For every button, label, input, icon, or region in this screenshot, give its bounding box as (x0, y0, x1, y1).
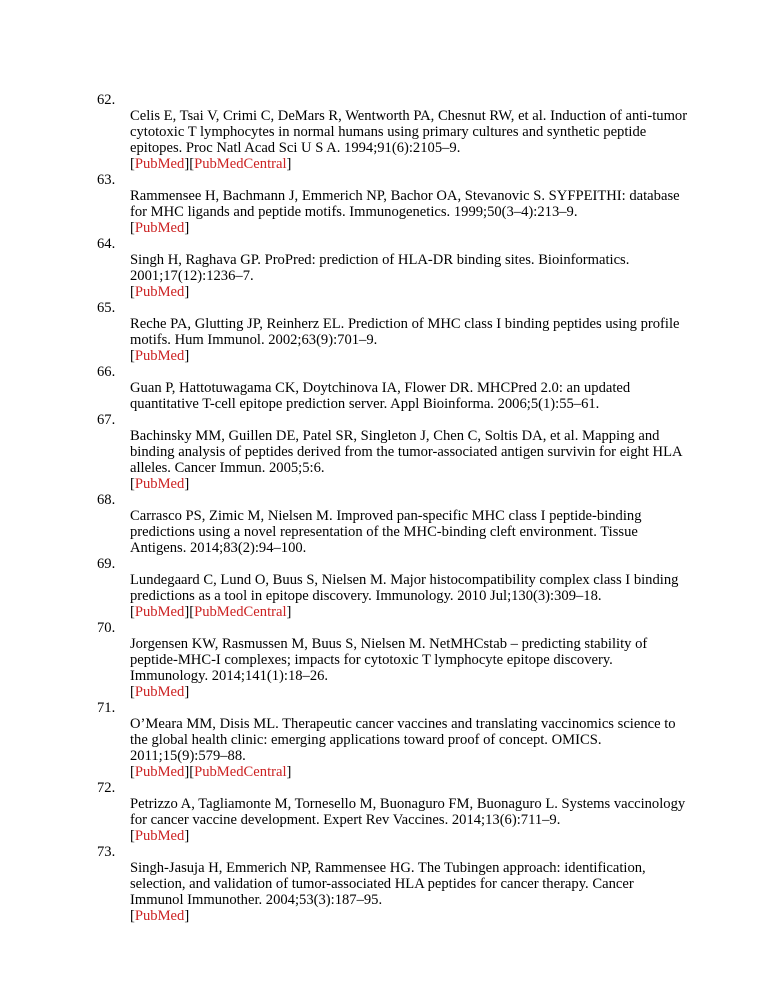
reference-body (130, 716, 690, 780)
reference-citation: Singh H, Raghava GP. ProPred: prediction of HLA-DR binding sites. Bioinformatics. 2001;17(12):1236–7. (130, 252, 630, 284)
reference-number: 68. (97, 492, 116, 508)
reference-item (0, 364, 772, 412)
link-bracket-open: [ (189, 604, 195, 620)
link-bracket-close: ] (184, 156, 190, 172)
reference-links (130, 908, 690, 924)
pubmed-link[interactable]: PubMed (134, 764, 185, 780)
link-bracket-open: [ (130, 284, 135, 300)
link-bracket-open: [ (130, 908, 135, 924)
pubmed-link[interactable]: PubMed (134, 684, 185, 700)
link-bracket-close: ] (184, 764, 190, 780)
reference-body (130, 380, 690, 412)
link-bracket-close: ] (184, 684, 190, 700)
reference-links (130, 348, 690, 364)
reference-citation: Rammensee H, Bachmann J, Emmerich NP, Bachor OA, Stevanovic S. SYFPEITHI: database for MHC ligands and peptide motifs. Immunogenetics. 1999;50(3–4):213–9. (130, 188, 680, 220)
reference-body (130, 252, 690, 300)
link-bracket-open: [ (130, 604, 135, 620)
reference-number: 70. (97, 620, 116, 636)
reference-number: 62. (97, 92, 116, 108)
pubmed-link[interactable]: PubMed (134, 476, 185, 492)
link-bracket-close: ] (286, 764, 292, 780)
reference-links (130, 764, 690, 780)
reference-number: 65. (97, 300, 116, 316)
link-bracket-close: ] (184, 284, 190, 300)
reference-body (130, 572, 690, 620)
link-bracket-close: ] (184, 348, 190, 364)
reference-item (0, 492, 772, 556)
reference-links (130, 604, 690, 620)
reference-links (130, 828, 690, 844)
reference-citation: Petrizzo A, Tagliamonte M, Tornesello M, Buonaguro FM, Buonaguro L. Systems vaccinology for cancer vaccine development. Expert Rev Vaccines. 2014;13(6):711–9. (130, 796, 686, 828)
reference-item (0, 412, 772, 492)
reference-body (130, 108, 690, 172)
pubmedcentral-link[interactable]: PubMedCentral (194, 764, 287, 780)
pubmed-link[interactable]: PubMed (134, 604, 185, 620)
reference-number: 73. (97, 844, 116, 860)
reference-number: 71. (97, 700, 116, 716)
reference-item (0, 780, 772, 844)
reference-links (130, 156, 690, 172)
reference-number: 69. (97, 556, 116, 572)
reference-citation: Carrasco PS, Zimic M, Nielsen M. Improved pan-specific MHC class I peptide-binding predictions using a novel representation of the MHC-binding cleft environment. Tissue Antigens. 2014;83(2):94–100. (130, 508, 642, 556)
link-bracket-close: ] (184, 476, 190, 492)
reference-item (0, 300, 772, 364)
pubmed-link[interactable]: PubMed (134, 348, 185, 364)
link-bracket-open: [ (130, 348, 135, 364)
pubmed-link[interactable]: PubMed (134, 828, 185, 844)
reference-number: 63. (97, 172, 116, 188)
link-bracket-open: [ (130, 220, 135, 236)
reference-links (130, 476, 690, 492)
reference-body (130, 316, 690, 364)
pubmedcentral-link[interactable]: PubMedCentral (194, 604, 287, 620)
reference-links (130, 284, 690, 300)
link-bracket-open: [ (189, 156, 195, 172)
reference-body (130, 428, 690, 492)
link-bracket-open: [ (130, 476, 135, 492)
reference-links (130, 220, 690, 236)
reference-number: 72. (97, 780, 116, 796)
reference-body (130, 796, 690, 844)
link-bracket-close: ] (184, 220, 190, 236)
link-bracket-open: [ (130, 764, 135, 780)
reference-citation: Singh-Jasuja H, Emmerich NP, Rammensee HG. The Tubingen approach: identification, selection, and validation of tumor-associated HLA peptides for cancer therapy. Cancer Immunol Immunother. 2004;53(3):187–95. (130, 860, 646, 908)
reference-citation: Lundegaard C, Lund O, Buus S, Nielsen M. Major histocompatibility complex class I binding predictions as a tool in epitope discovery. Immunology. 2010 Jul;130(3):309–18. (130, 572, 679, 604)
link-bracket-open: [ (130, 156, 135, 172)
reference-list (0, 92, 772, 924)
reference-number: 67. (97, 412, 116, 428)
link-bracket-close: ] (184, 828, 190, 844)
reference-item (0, 700, 772, 780)
link-bracket-open: [ (189, 764, 195, 780)
reference-item (0, 92, 772, 172)
pubmedcentral-link[interactable]: PubMedCentral (194, 156, 287, 172)
reference-citation: Bachinsky MM, Guillen DE, Patel SR, Singleton J, Chen C, Soltis DA, et al. Mapping and binding analysis of peptides derived from the tumor-associated antigen survivin for eight HLA alleles. Cancer Immun. 2005;5:6. (130, 428, 682, 476)
link-bracket-close: ] (184, 908, 190, 924)
reference-body (130, 508, 690, 556)
reference-citation: Jorgensen KW, Rasmussen M, Buus S, Nielsen M. NetMHCstab – predicting stability of peptide-MHC-I complexes; impacts for cytotoxic T lymphocyte epitope discovery. Immunology. 2014;141(1):18–26. (130, 636, 648, 684)
pubmed-link[interactable]: PubMed (134, 908, 185, 924)
pubmed-link[interactable]: PubMed (134, 156, 185, 172)
reference-citation: O’Meara MM, Disis ML. Therapeutic cancer vaccines and translating vaccinomics science to the global health clinic: emerging applications toward proof of concept. OMICS. 2011;15(9):579–88. (130, 716, 676, 764)
reference-citation: Guan P, Hattotuwagama CK, Doytchinova IA, Flower DR. MHCPred 2.0: an updated quantitative T-cell epitope prediction server. Appl Bioinforma. 2006;5(1):55–61. (130, 380, 631, 412)
reference-item (0, 236, 772, 300)
reference-item (0, 556, 772, 620)
reference-body (130, 636, 690, 700)
reference-body (130, 860, 690, 924)
link-bracket-open: [ (130, 828, 135, 844)
reference-number: 66. (97, 364, 116, 380)
reference-item (0, 620, 772, 700)
reference-number: 64. (97, 236, 116, 252)
link-bracket-close: ] (184, 604, 190, 620)
pubmed-link[interactable]: PubMed (134, 220, 185, 236)
reference-item (0, 172, 772, 236)
pubmed-link[interactable]: PubMed (134, 284, 185, 300)
link-bracket-close: ] (286, 156, 292, 172)
reference-links (130, 684, 690, 700)
reference-citation: Reche PA, Glutting JP, Reinherz EL. Prediction of MHC class I binding peptides using profile motifs. Hum Immunol. 2002;63(9):701–9. (130, 316, 680, 348)
reference-body (130, 188, 690, 236)
reference-citation: Celis E, Tsai V, Crimi C, DeMars R, Wentworth PA, Chesnut RW, et al. Induction of anti-tumor cytotoxic T lymphocytes in normal humans using primary cultures and synthetic peptide epitopes. Proc Natl Acad Sci U S A. 1994;91(6):2105–9. (130, 108, 688, 156)
link-bracket-close: ] (286, 604, 292, 620)
reference-item (0, 844, 772, 924)
link-bracket-open: [ (130, 684, 135, 700)
